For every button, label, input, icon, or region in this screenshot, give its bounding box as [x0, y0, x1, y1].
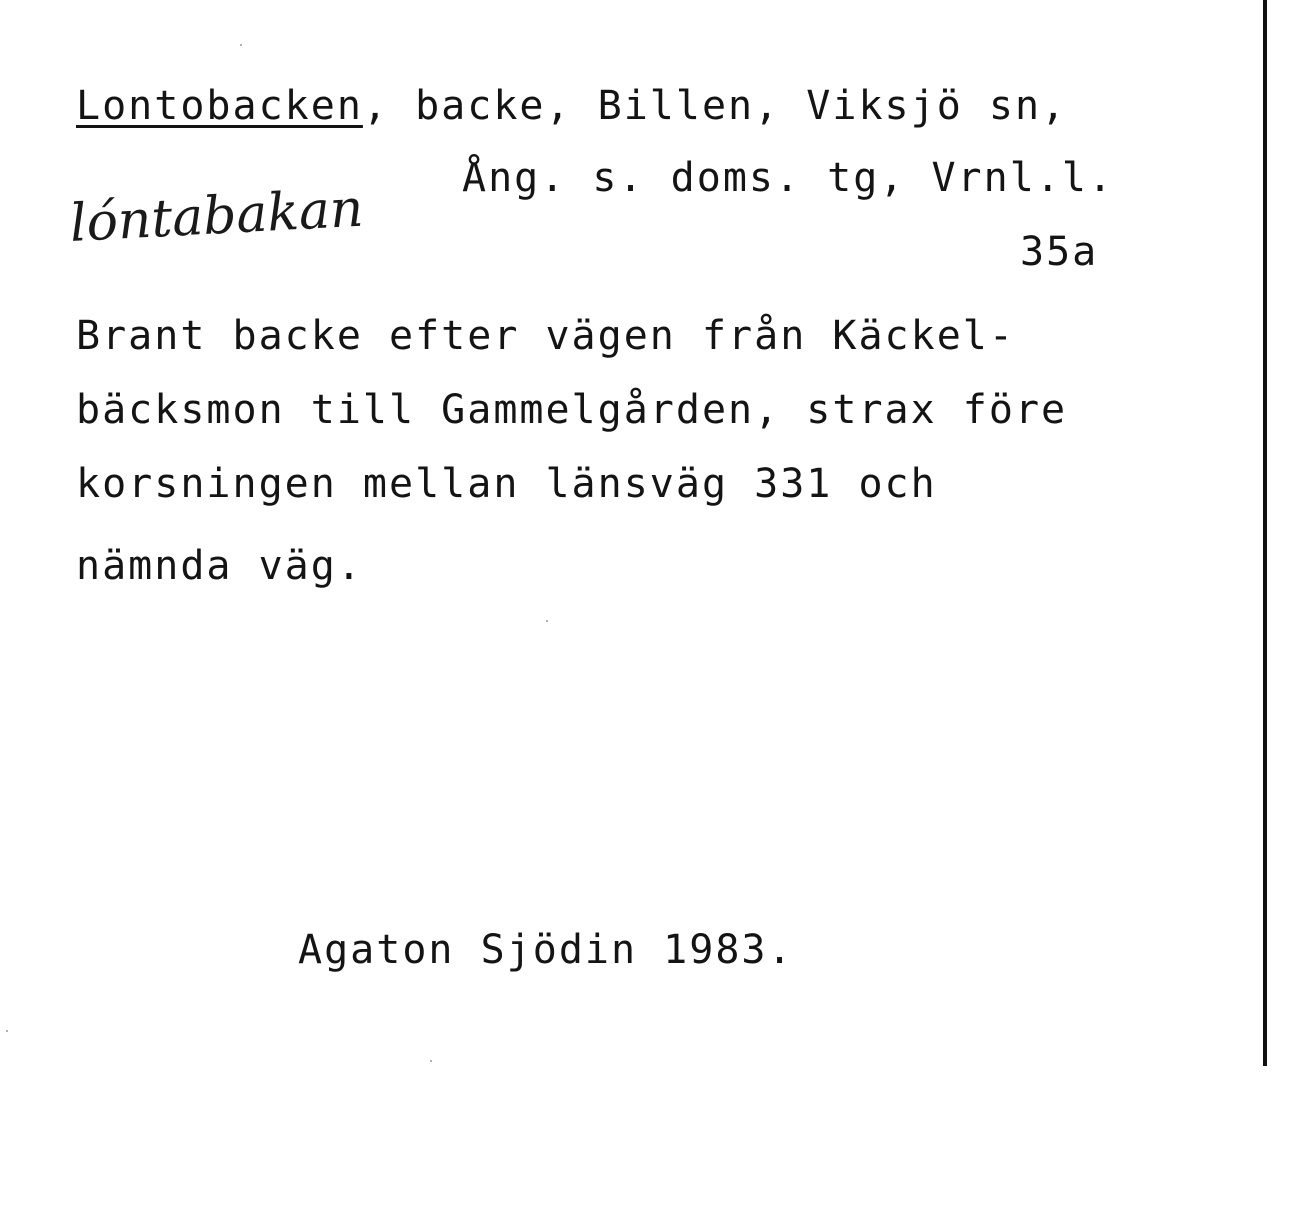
header-line-1 [76, 83, 1068, 129]
header-line-2: Ång. s. doms. tg, Vrnl.l. [462, 155, 1115, 201]
paper-speck [430, 1060, 432, 1062]
description-line-1: Brant backe efter vägen från Käckel- [76, 313, 1015, 359]
paper-speck [6, 1030, 8, 1032]
header-location: , backe, Billen, Viksjö sn, [362, 83, 1068, 129]
description-line-3: korsningen mellan länsväg 331 och [76, 461, 937, 507]
card-number: 35a [1020, 229, 1099, 275]
description-line-4: nämnda väg. [76, 543, 363, 589]
handwritten-pronunciation: lóntabakan [68, 178, 365, 254]
signature: Agaton Sjödin 1983. [298, 927, 794, 973]
card-edge-line [1263, 0, 1267, 1066]
paper-speck [546, 620, 548, 622]
description-line-2: bäcksmon till Gammelgården, strax före [76, 387, 1068, 433]
paper-speck [240, 44, 242, 46]
headword: Lontobacken [76, 83, 363, 129]
